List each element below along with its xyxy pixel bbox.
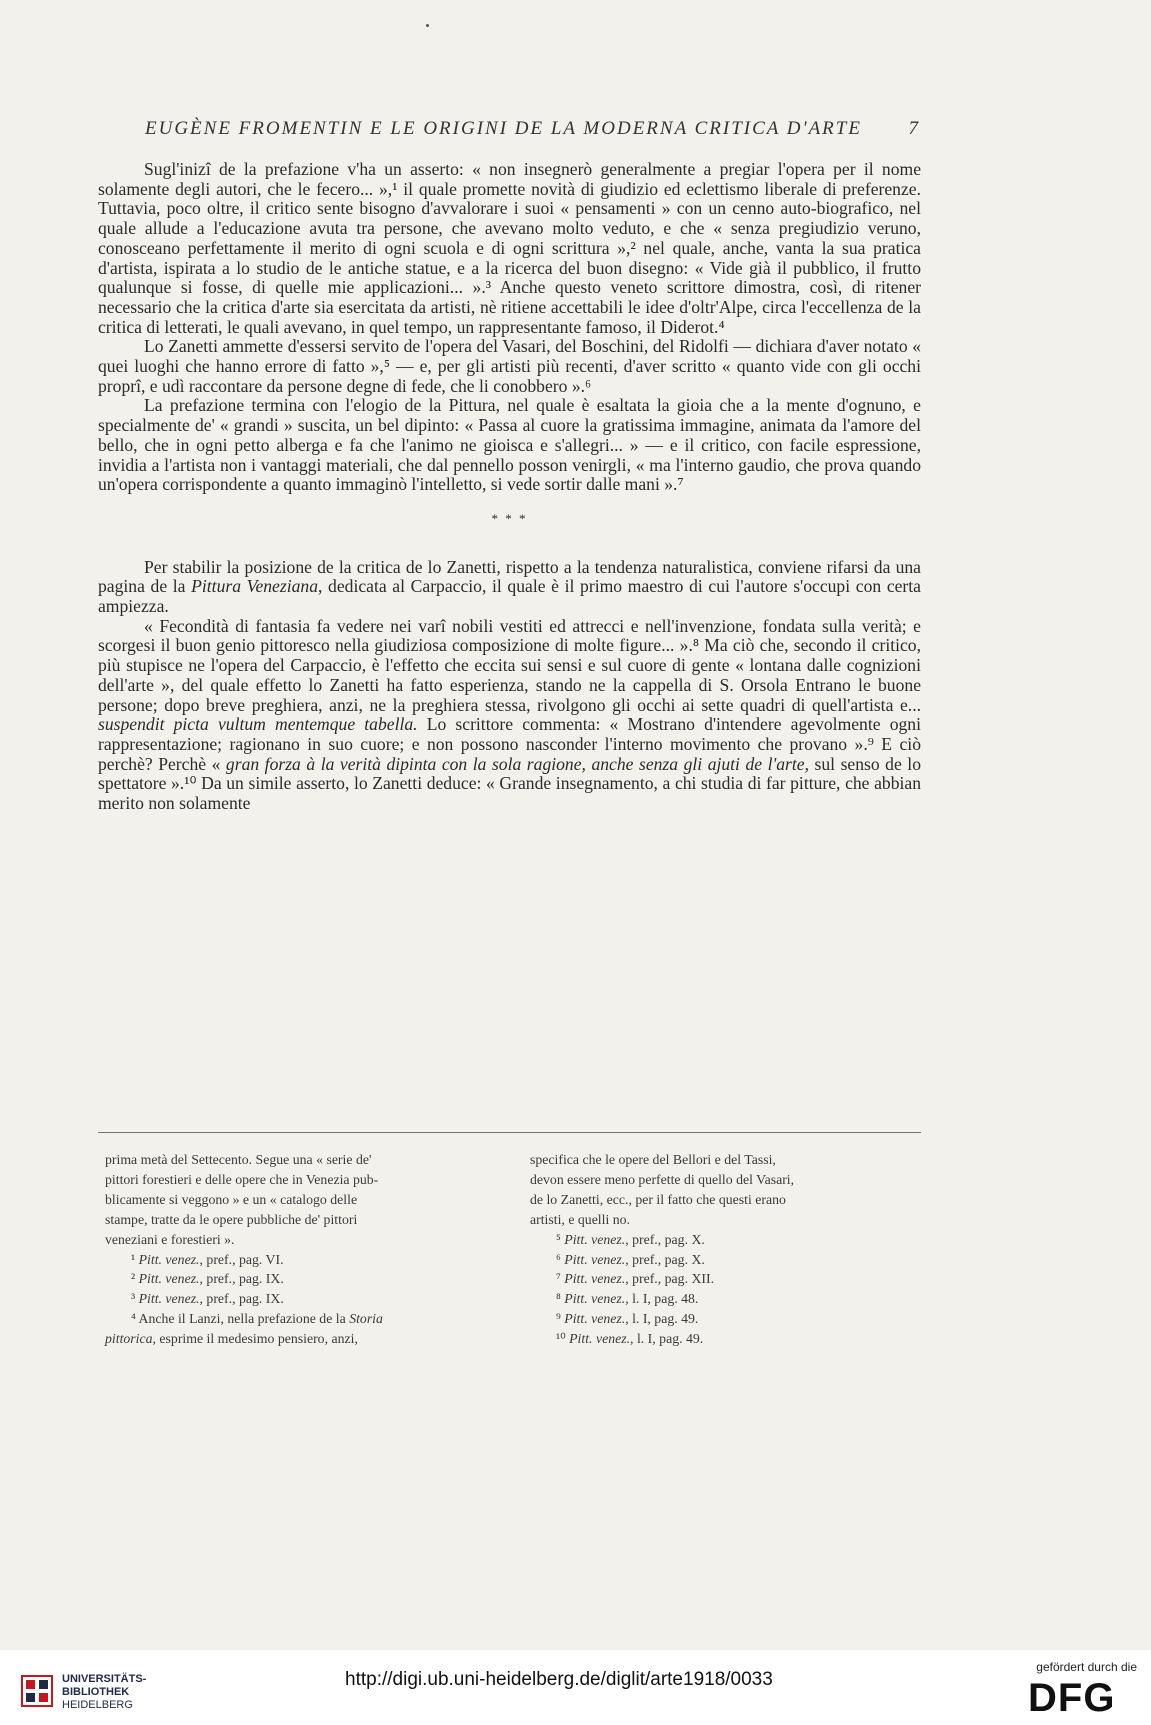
- footnote: [530, 1309, 922, 1329]
- footnote: [105, 1269, 500, 1289]
- text-run: Lo scrittore commenta: « Mostrano d'intendere agevolmente ogni rappresentazione; ragionano in suo cuore; e non possono nasconder l'interno movimento che provano ».⁹ E ciò perchè? Perchè «: [98, 714, 921, 774]
- footnote-source: Pitt. venez.: [564, 1231, 626, 1247]
- latin-quote: suspendit picta vultum mentemque tabella.: [98, 714, 418, 735]
- running-title: EUGÈNE FROMENTIN E LE ORIGINI DE LA MODERNA CRITICA D'ARTE: [145, 118, 862, 139]
- italic-quote: gran forza à la verità dipinta con la sola ragione, anche senza gli ajuti de l'arte: [225, 753, 805, 774]
- footnote-line: devon essere meno perfette di quello del Vasari,: [530, 1171, 795, 1187]
- footnote-ref: , pref., pag. IX.: [199, 1271, 284, 1287]
- footnote-ref: , l. I, pag. 48.: [625, 1291, 699, 1307]
- footnote-line: artisti, e quelli no.: [530, 1211, 631, 1227]
- footnote-number: ¹⁰: [556, 1331, 566, 1347]
- paragraph: Sugl'inizî de la prefazione v'ha un asserto: « non insegnerò generalmente a pregiar l'opera per il nome solamente degli autori, che le fecero... »,¹ il quale promette novità di giudizio ed eclettismo liberale di preferenze. Tuttavia, poco oltre, il critico sente bisogno d'avvalorare i suoi « pensamenti » con un cenno auto-biografico, nel quale allude a l'educazione avuta tra persone, che avevano molto veduto, e che « senza pregiudizio veruno, conosceano perfettamente il merito di ogni scuola e di ogni scrittura »,² nel quale, anche, vanta la sua pratica d'artista, ispirata a lo studio de le antiche statue, e a la ricerca del buon disegno: « Vide già il pubblico, il frutto qualunque si fosse, di quelle mie applicazioni... ».³ Anche questo veneto scrittore dimostra, così, di ritener necessario che la critica d'arte sia esercitata da artisti, nè ritiene accettabili le idee d'oltr'Alpe, circa l'eccellenza de la critica di letterati, le quali avevano, in quel tempo, un rappresentante famoso, il Diderot.⁴: [98, 159, 921, 337]
- footnote-source: Pitt. venez.: [138, 1251, 200, 1267]
- paragraph: La prefazione termina con l'elogio de la Pittura, nel quale è esaltata la gioia che a la mente d'ognuno, e specialmente de' « grandi » suscita, un bel dipinto: « Passa al cuore la gratissima immagine, animata da l'amore del bello, che in ogni petto alberga e fa che l'animo ne gioisca e s'allegri... » — e il critico, con facile espressione, invidia a l'artista non i vantaggi materiali, che dal pennello posson venirgli, « ma l'interno gaudio, che prova quando un'opera corrispondente a quanto immaginò l'intelletto, si vede sortir dalle mani ».⁷: [98, 395, 921, 495]
- footnote-ref: , pref., pag. X.: [625, 1231, 705, 1247]
- footnote-number: ⁷: [556, 1271, 561, 1287]
- text-run: ⁴ Anche il Lanzi, nella prefazione de la: [131, 1311, 350, 1327]
- paragraph: Lo Zanetti ammette d'essersi servito de l'opera del Vasari, del Boschini, del Ridolfi — dichiara d'aver notato « quei luoghi che hanno errore di fatto »,⁵ — e, per gli artisti più recenti, d'aver scritto « quanto vide con gli occhi proprî, e udì raccontare da persone degne di fede, che li conobbero ».⁶: [98, 336, 921, 396]
- funder-caption: gefördert durch die: [1036, 1660, 1137, 1674]
- book-title: pittorica: [105, 1331, 153, 1347]
- footnote-source: Pitt. venez.: [564, 1271, 626, 1287]
- viewer-footer: [0, 1650, 1151, 1725]
- footnote-line: prima metà del Settecento. Segue una « serie de': [105, 1152, 372, 1167]
- main-text: [98, 160, 921, 814]
- funder-logo[interactable]: [1010, 1660, 1145, 1720]
- footnote-number: ⁹: [556, 1311, 561, 1327]
- footnote-source: Pitt. venez.: [564, 1291, 626, 1307]
- book-title: Pittura Veneziana: [191, 576, 318, 597]
- footnote-number: ⁸: [556, 1291, 561, 1307]
- footnote-line: pittori forestieri e delle opere che in Venezia pub-: [105, 1171, 379, 1187]
- footnote: [105, 1250, 500, 1270]
- footnote-ref: , l. I, pag. 49.: [625, 1311, 699, 1327]
- footnote-ref: , pref., pag. XII.: [625, 1271, 715, 1287]
- scan-speck: [426, 24, 429, 27]
- library-name-line: BIBLIOTHEK: [62, 1686, 130, 1698]
- paragraph: [98, 617, 921, 814]
- footnote-line: [105, 1329, 500, 1349]
- footnote-ref: , pref., pag. IX.: [199, 1291, 284, 1307]
- library-name: [62, 1673, 172, 1712]
- footnote-source: Pitt. venez.: [569, 1331, 631, 1347]
- footnote-line: de lo Zanetti, ecc., per il fatto che questi erano: [530, 1191, 786, 1207]
- permalink-url[interactable]: http://digi.ub.uni-heidelberg.de/diglit/arte1918/0033: [345, 1669, 773, 1690]
- footnote-ref: , pref., pag. VI.: [199, 1251, 284, 1267]
- paragraph: [98, 558, 921, 617]
- footnote-line: blicamente si veggono » e un « catalogo delle: [105, 1191, 358, 1207]
- library-name-line: UNIVERSITÄTS-: [62, 1673, 147, 1685]
- footnote-number: ⁶: [556, 1251, 561, 1267]
- library-logo[interactable]: [20, 1670, 170, 1716]
- footnote: [530, 1250, 922, 1270]
- footnote-number: ¹: [131, 1251, 136, 1267]
- text-run: « Fecondità di fantasia fa vedere nei varî nobili vestiti ed attrecci e nell'invenzione, fondata sulla verità; e scorgesi il buon genio pittoresco nella giudiziosa composizione di molte figure... ».⁸ Ma ciò che, secondo il critico, più stupisce ne l'opera del Carpaccio, è l'effetto che eccita sui sensi e sul cuore di gente « lontana dalle cognizioni dell'arte », del quale effetto lo Zanetti ha fatto esperienza, stando ne la cappella di S. Orsola Entrano le buone persone; dopo breve preghiera, anzi, ne la preghiera stessa, rivolgono gli occhi ai sette quadri di quell'artista e...: [98, 615, 921, 715]
- footnote: [530, 1230, 922, 1250]
- footnotes-right: [530, 1150, 922, 1349]
- footnote: [530, 1329, 922, 1349]
- text-run: , sul senso de lo spettatore ».¹⁰ Da un simile asserto, lo Zanetti deduce: « Grande insegnamento, a chi studia di far pitture, che abbian merito non solamente: [98, 753, 921, 814]
- footnote-number: ²: [131, 1271, 136, 1287]
- footnote-ref: , pref., pag. X.: [625, 1251, 705, 1267]
- footnote: [105, 1289, 500, 1309]
- footnote: [530, 1289, 922, 1309]
- footnote: [530, 1269, 922, 1289]
- dfg-wordmark: DFG: [1028, 1676, 1116, 1720]
- footnote-number: ⁵: [556, 1231, 561, 1247]
- library-name-line: HEIDELBERG: [62, 1699, 133, 1711]
- footnote: [105, 1309, 500, 1329]
- footnote-line: specifica che le opere del Bellori e del Tassi,: [530, 1152, 776, 1167]
- book-title: Storia: [349, 1311, 383, 1327]
- footnote-rule: [98, 1132, 921, 1133]
- section-separator: * * *: [491, 510, 528, 526]
- footnotes-left: [105, 1150, 500, 1349]
- library-emblem-icon: [20, 1674, 54, 1708]
- text-run: , esprime il medesimo pensiero, anzi,: [152, 1331, 358, 1347]
- footnote-source: Pitt. venez.: [138, 1271, 200, 1287]
- footnote-source: Pitt. venez.: [138, 1291, 200, 1307]
- footnote-line: veneziani e forestieri ».: [105, 1231, 235, 1247]
- text-run: Per stabilir la posizione de la critica de lo Zanetti, rispetto a la tendenza naturalistica, conviene rifarsi da una pagina de la: [98, 556, 921, 597]
- running-head: [100, 118, 920, 142]
- footnote-source: Pitt. venez.: [564, 1251, 626, 1267]
- footnote-source: Pitt. venez.: [564, 1311, 626, 1327]
- footnote-ref: , l. I, pag. 49.: [630, 1331, 704, 1347]
- footnote-number: ³: [131, 1291, 136, 1307]
- footnote-line: stampe, tratte da le opere pubbliche de' pittori: [105, 1211, 358, 1227]
- page-number: 7: [908, 118, 920, 139]
- text-run: , dedicata al Carpaccio, il quale è il primo maestro di cui l'autore s'occupi con certa ampiezza.: [98, 576, 921, 617]
